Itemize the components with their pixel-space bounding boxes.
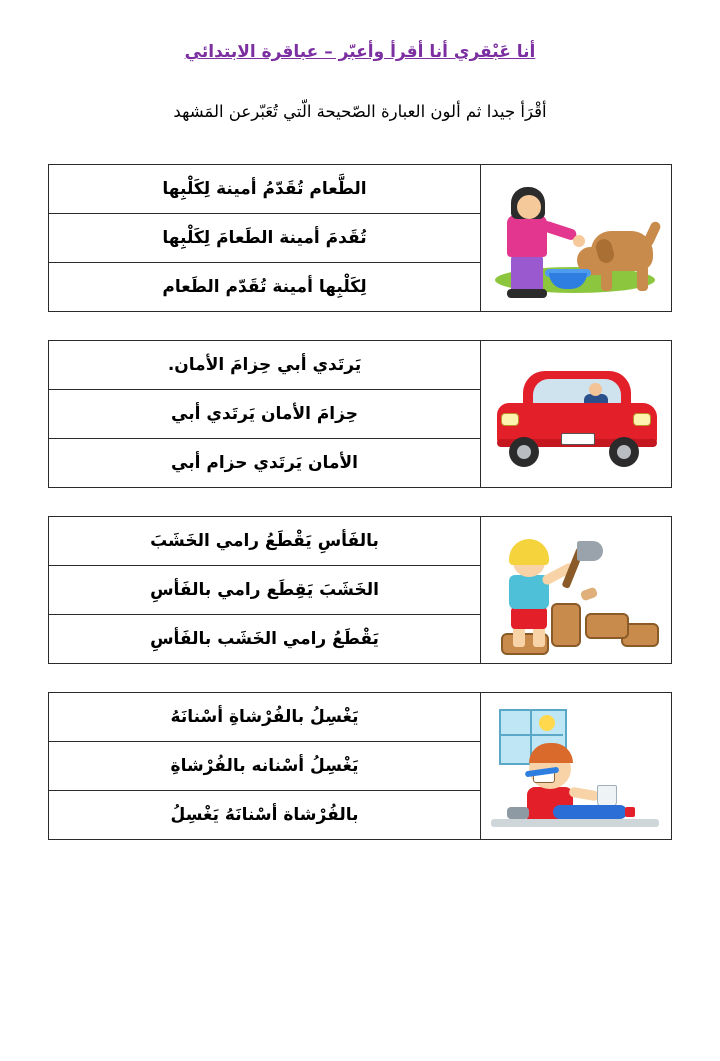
- girl-legs: [511, 255, 543, 293]
- axe-head: [577, 541, 603, 561]
- dog-leg: [637, 265, 648, 291]
- wood-log: [585, 613, 629, 639]
- sentence-option[interactable]: يَقْطَعُ رامي الخَشَب بالفَأسِ: [150, 628, 379, 649]
- headlight: [633, 413, 651, 426]
- sentence-options: [49, 341, 480, 487]
- sentence-option[interactable]: يَرتَدي أبي حِزامَ الأمان.: [49, 341, 480, 390]
- sentence-option[interactable]: بالفُرْشاة أسْنانَهُ يَغْسِلُ: [170, 804, 359, 825]
- sentence-options: [49, 693, 480, 839]
- exercise-block: [48, 516, 672, 664]
- headlight: [501, 413, 519, 426]
- soap-bar: [507, 807, 529, 819]
- illustration-boy-chopping-wood: [480, 517, 671, 663]
- sentence-option[interactable]: حِزامَ الأمان يَرتَدي أبي: [49, 390, 480, 439]
- wood-chip: [580, 587, 598, 602]
- exercise-block: [48, 340, 672, 488]
- sentence-option[interactable]: بالفَأسِ يَقْطَعُ رامي الخَشَبَ: [49, 517, 480, 566]
- illustration-boy-brushing-teeth: [480, 693, 671, 839]
- sentence-option[interactable]: يَغْسِلُ بالفُرْشاةِ أسْنانَهُ: [49, 693, 480, 742]
- girl-shoes: [507, 289, 547, 298]
- wheel-hub: [517, 445, 531, 459]
- sentence-options: [49, 165, 480, 311]
- sentence-option[interactable]: الخَشَبَ يَقِطَع رامي بالفَأسِ: [49, 566, 480, 615]
- girl-face: [517, 195, 541, 219]
- girl-hand: [573, 235, 585, 247]
- exercise-block: [48, 164, 672, 312]
- boy-leg: [533, 627, 545, 647]
- illustration-girl-feeding-dog: [480, 165, 671, 311]
- boy-shorts: [511, 607, 547, 629]
- license-plate: [561, 433, 595, 445]
- counter-surface: [491, 819, 659, 827]
- boy-leg: [513, 627, 525, 647]
- driver-head: [589, 383, 602, 396]
- worksheet-page: [0, 42, 720, 1061]
- boy-hair: [509, 539, 549, 565]
- sentence-options: [49, 517, 480, 663]
- sentence-option[interactable]: الأمان يَرتَدي حزام أبي: [171, 452, 358, 473]
- sun-icon: [539, 715, 555, 731]
- sentence-option[interactable]: الطَّعام تُقَدّمُ أمينة لِكَلْبِها: [49, 165, 480, 214]
- wood-log: [551, 603, 581, 647]
- sentence-option[interactable]: لِكَلْبِها أمينة تُقَدّم الطَعام: [162, 276, 367, 297]
- instruction-text: أقْرَأ جيدا ثم ألون العبارة الصّحيحة الّتي تُعَبّرعن المَشهد: [173, 102, 547, 121]
- girl-body: [507, 215, 547, 257]
- boy-arm: [568, 786, 599, 801]
- exercise-block: [48, 692, 672, 840]
- toothpaste-cap: [625, 807, 635, 817]
- water-cup: [597, 785, 617, 807]
- page-title: أنا عَبْقري أنا أقرأ وأعبّر – عباقرة الابتدائي: [184, 42, 536, 62]
- illustration-red-car: [480, 341, 671, 487]
- window-frame-bar: [499, 734, 563, 736]
- sentence-option[interactable]: يَغْسِلُ أسْنانه بالفُرْشاةِ: [49, 742, 480, 791]
- toothpaste-tube: [553, 805, 627, 819]
- sentence-option[interactable]: تُقَدمَ أمينة الطَعامَ لِكَلْبِها: [49, 214, 480, 263]
- wheel-hub: [617, 445, 631, 459]
